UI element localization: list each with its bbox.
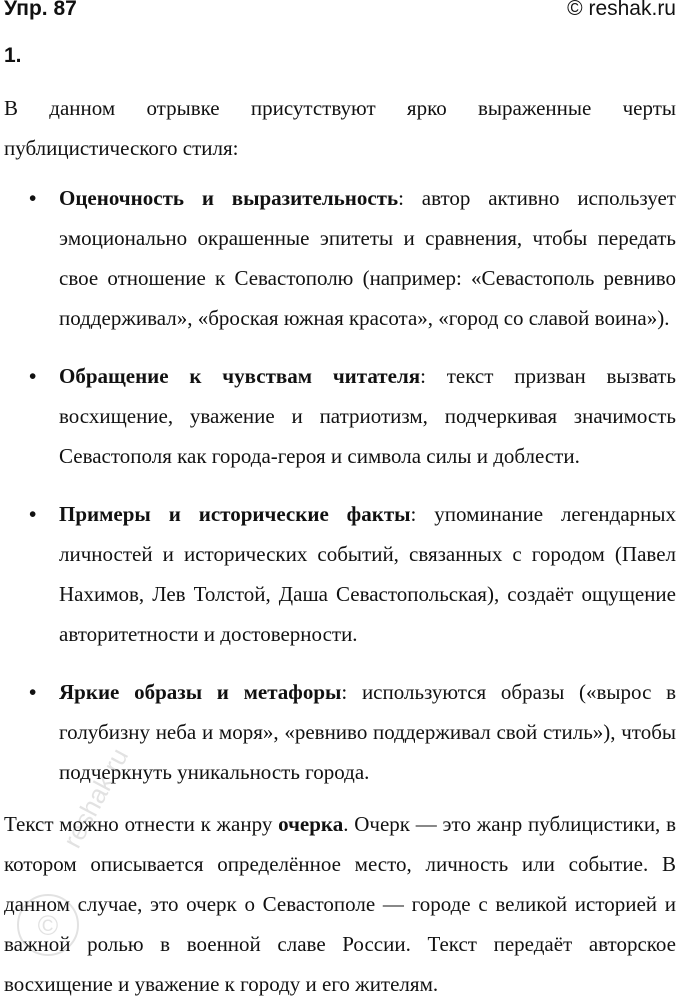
- list-item-text: : используются образы («вырос в голубизну неба и моря», «ревниво поддерживал свой стиль»), чтобы подчеркнуть уникальность города.: [59, 680, 677, 784]
- intro-paragraph: В данном отрывке присутствуют ярко выраженные черты публицистического стиля:: [4, 96, 676, 160]
- list-item-text: : упоминание легендарных личностей и исторических событий, связанных с городом (Павел Нахимов, Лев Толстой, Даша Севастопольская), создаёт ощущение авторитетности и достоверности.: [59, 502, 676, 646]
- list-item: [4, 494, 676, 654]
- list-item-term: Яркие образы и метафоры: [59, 680, 342, 704]
- list-item-term: Обращение к чувствам читателя: [59, 364, 421, 388]
- genre-term: очерка: [278, 812, 344, 836]
- bullet-icon: •: [29, 680, 37, 704]
- bullet-icon: •: [29, 186, 37, 210]
- list-item-term: Примеры и исторические факты: [59, 502, 411, 526]
- genre-text-after: . Очерк — это жанр публицистики, в котором описывается определённое место, личность или событие. В данном случае, это очерк о Севастополе — городе с великой историей и важной ролью в военной славе России. Текст передаёт авторское восхищение и уважение к городу и его жителям.: [4, 812, 676, 996]
- bullet-icon: •: [29, 364, 37, 388]
- page-header: [4, 0, 676, 26]
- list-item-text: : текст призван вызвать восхищение, уважение и патриотизм, подчеркивая значимость Севастополя как города-героя и символа силы и доблести.: [59, 364, 676, 468]
- list-item: [4, 672, 676, 792]
- bullet-icon: •: [29, 502, 37, 526]
- exercise-label: Упр. 87: [4, 0, 77, 20]
- answer-body: [4, 88, 676, 1004]
- list-item-text: : автор активно использует эмоционально окрашенные эпитеты и сравнения, чтобы передать свое отношение к Севастополю (например: «Севастополь ревниво поддерживал», «броская южная красота», «город со славой воина»).: [59, 186, 676, 330]
- watermark-text: reshak.ru: [56, 743, 135, 853]
- list-item-term: Оценочность и выразительность: [59, 186, 399, 210]
- genre-text-before: Текст можно отнести к жанру: [4, 812, 279, 836]
- source-label: © reshak.ru: [567, 0, 676, 20]
- list-item: [4, 356, 676, 476]
- genre-paragraph: [4, 804, 676, 1004]
- task-number: 1.: [4, 44, 22, 67]
- watermark-c-icon: ©: [37, 910, 59, 941]
- list-item: [4, 178, 676, 338]
- feature-list: [4, 178, 676, 792]
